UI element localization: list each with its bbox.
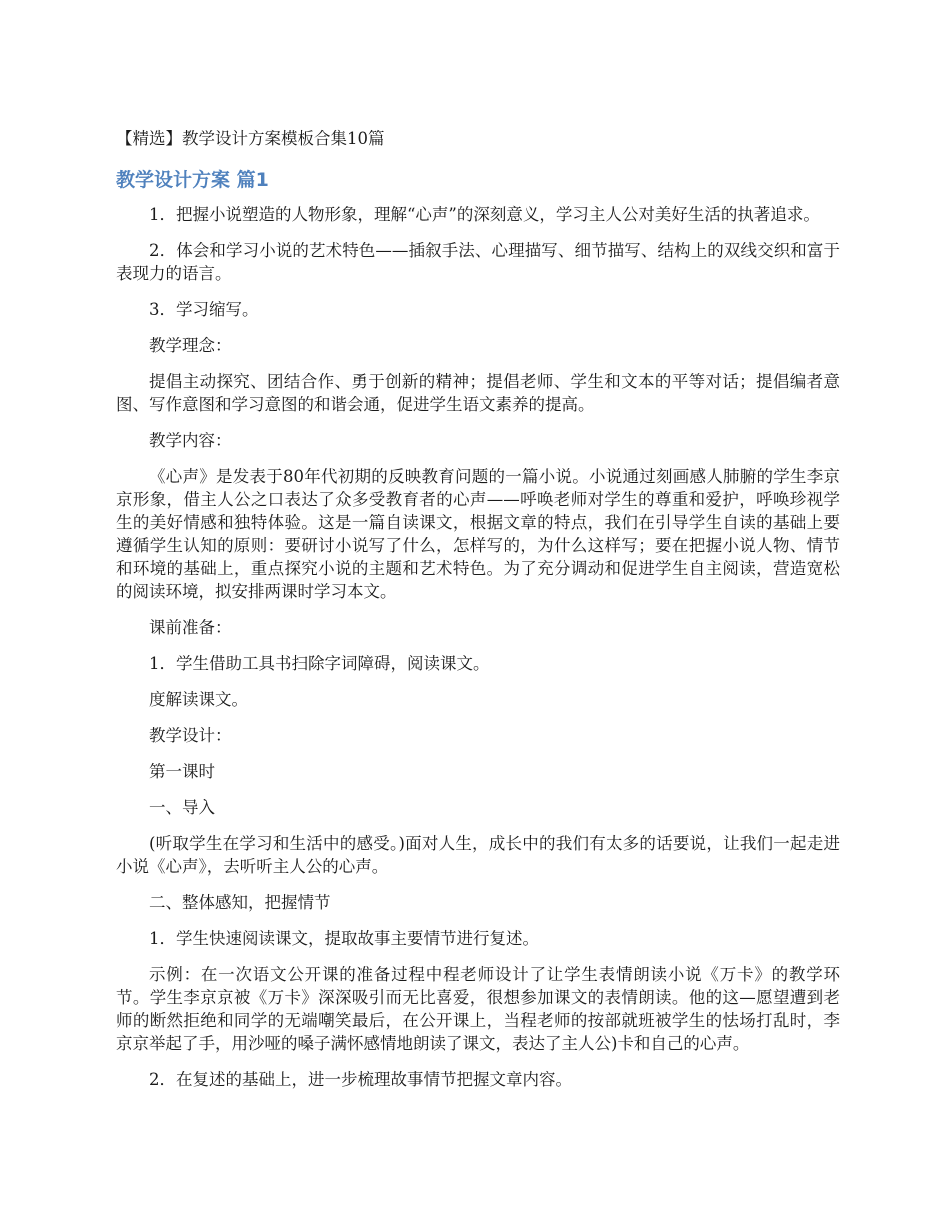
document-body: [116, 203, 840, 1104]
paragraph-teaching-content: 《心声》是发表于80年代初期的反映教育问题的一篇小说。小说通过刻画感人肺腑的学生李京京形象，借主人公之口表达了众多受教育者的心声——呼唤老师对学生的尊重和爱护，呼唤珍视学生的美好情感和独特体验。这是一篇自读课文，根据文章的特点，我们在引导学生自读的基础上要遵循学生认知的原则：要研讨小说写了什么，怎样写的，为什么这样写；要在把握小说人物、情节和环境的基础上，重点探究小说的主题和艺术特色。为了充分调动和促进学生自主阅读，营造宽松的阅读环境，拟安排两课时学习本文。: [116, 467, 840, 601]
paragraph-preparation-1: 1．学生借助工具书扫除字词障碍，阅读课文。: [149, 654, 490, 673]
paragraph-preparation-2: 度解读课文。: [149, 690, 248, 709]
paragraph-first-lesson: 第一课时: [149, 762, 215, 781]
paragraph-teaching-philosophy: 提倡主动探究、团结合作、勇于创新的精神；提倡老师、学生和文本的平等对话；提倡编者意图、写作意图和学习意图的和谐会通，促进学生语文素养的提高。: [116, 372, 840, 414]
paragraph-example: 示例：在一次语文公开课的准备过程中程老师设计了让学生表情朗读小说《万卡》的教学环节。学生李京京被《万卡》深深吸引而无比喜爱，很想参加课文的表情朗读。他的这—愿望遭到老师的断然拒绝和同学的无端嘲笑最后，在公开课上，当程老师的按部就班被学生的怯场打乱时，李京京举起了手，用沙哑的嗓子满怀感情地朗读了课文，表达了主人公)卡和自己的心声。: [116, 965, 840, 1053]
paragraph-introduction-heading: 一、导入: [149, 798, 215, 817]
paragraph-step-2: 2．在复述的基础上，进一步梳理故事情节把握文章内容。: [149, 1070, 572, 1089]
paragraph-objective-2: 2．体会和学习小说的艺术特色——插叙手法、心理描写、细节描写、结构上的双线交织和富于表现力的语言。: [116, 241, 840, 283]
section-heading: 教学设计方案 篇1: [116, 169, 269, 191]
paragraph-step-1: 1．学生快速阅读课文，提取故事主要情节进行复述。: [149, 929, 539, 948]
paragraph-objective-3: 3．学习缩写。: [149, 300, 259, 319]
paragraph-teaching-philosophy-label: 教学理念：: [149, 336, 232, 355]
paragraph-objective-1: 1．把握小说塑造的人物形象，理解“心声”的深刻意义，学习主人公对美好生活的执著追求。: [149, 205, 820, 224]
paragraph-introduction: (听取学生在学习和生活中的感受。)面对人生，成长中的我们有太多的话要说，让我们一起走进小说《心声》，去听听主人公的心声。: [116, 834, 840, 876]
paragraph-design-label: 教学设计：: [149, 726, 232, 745]
paragraph-teaching-content-label: 教学内容：: [149, 431, 232, 450]
paragraph-overall-perception-heading: 二、整体感知，把握情节: [149, 893, 331, 912]
paragraph-preparation-label: 课前准备：: [149, 618, 232, 637]
document-title: 【精选】教学设计方案模板合集10篇: [116, 129, 385, 148]
